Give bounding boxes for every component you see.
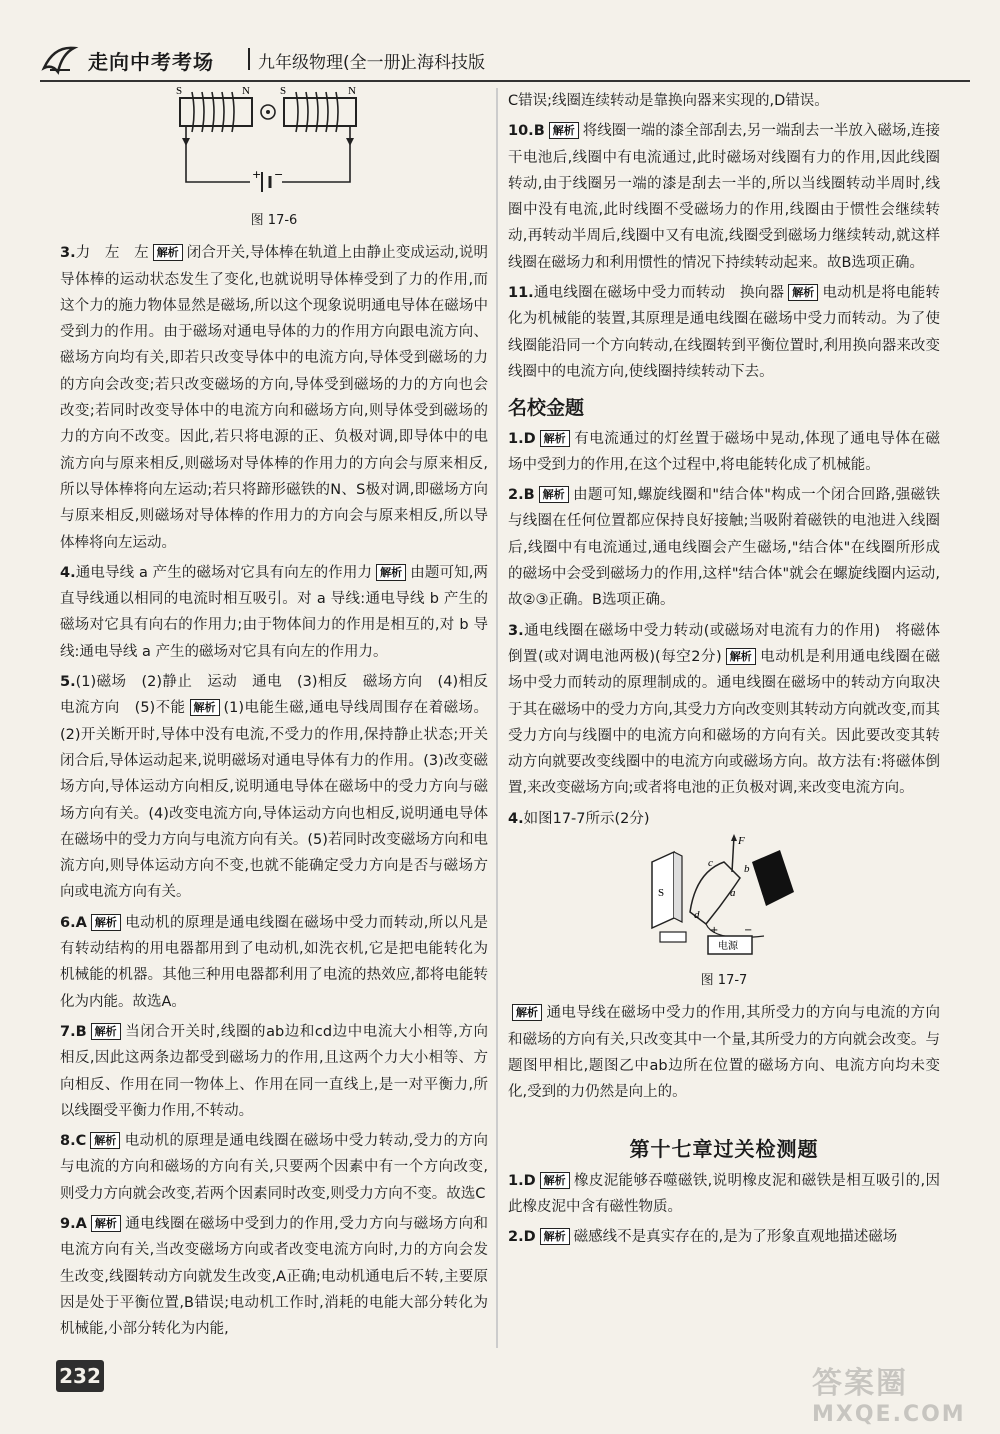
fig177-label-c: c bbox=[708, 857, 713, 870]
fig177-label-b: b bbox=[744, 863, 750, 876]
item-number: 11. bbox=[508, 285, 534, 302]
answer-item bbox=[60, 1019, 488, 1124]
item-answer: (1)磁场 (2)静止 运动 通电 (3)相反 磁场方向 (4)相反 电流方向 (5)不能 bbox=[60, 674, 503, 717]
item-explanation: 橡皮泥能够吞噬磁铁,说明橡皮泥和磁铁是相互吸引的,因此橡皮泥中含有磁性物质。 bbox=[508, 1172, 940, 1216]
header-separator bbox=[248, 48, 250, 70]
figure-17-6 bbox=[174, 84, 374, 202]
fig176-minus: − bbox=[274, 168, 284, 181]
header-rule bbox=[40, 80, 970, 82]
figure-17-7-caption: 图 17-7 bbox=[700, 973, 748, 989]
fig177-explanation bbox=[508, 1000, 940, 1105]
answer-item bbox=[60, 1128, 488, 1207]
page-header bbox=[40, 40, 970, 80]
item-number: 4. bbox=[60, 564, 76, 581]
fig177-label-d: d bbox=[694, 909, 700, 922]
item-answer: 通电线圈在磁场中受力转动(或磁场对电流有力的作用) 将磁体倒置(或对调电池两极)(每空2分) bbox=[508, 622, 940, 665]
answer-item bbox=[508, 1168, 940, 1221]
item-explanation: 闭合开关,导体棒在轨道上由静止变成运动,说明导体棒的运动状态发生了变化,也就说明导体棒受到了力的作用,而这个力的施力物体显然是磁场,所以这个现象说明通电导体在磁场中受到力的作用。由于磁场对通电导体的力的作用方向跟电流方向、磁场方向均有关,即若只改变导体中的电流方向,导体受到磁场的力的方向会改变;若只改变磁场的方向,导体受到磁场的力的方向也会改变;若同时改变导体中的电流方向和磁场方向,则导体受到磁场的力的方向不改变。因此,若只将电源的正、负极对调,即导体中的电流方向与原来相反,则磁场对导体棒的作用力的方向会与原来相反,所以导体棒将向左运动;若只将蹄形磁铁的N、S极对调,即磁场方向与原来相反,则磁场对导体棒的作用力的方向会与原来相反,所以导体棒将向左运动。 bbox=[60, 245, 489, 551]
analysis-tag: 解析 bbox=[90, 1132, 120, 1149]
analysis-tag: 解析 bbox=[540, 1172, 570, 1189]
item-number: 9. bbox=[60, 1215, 76, 1232]
answer-item bbox=[508, 118, 940, 276]
item-explanation: (1)电能生磁,通电导线周围存在着磁场。(2)开关断开时,导体中没有电流,不受力的作用,保持静止状态;开关闭合后,导体运动起来,说明磁场对通电导体有力的作用。(3)改变磁场方向,导体运动方向相反,说明通电导体在磁场中的受力方向与磁场方向有关。(4)改变电流方向,导体运动方向也相反,说明通电导体在磁场中的受力方向与电流方向有关。(5)若同时改变磁场方向和电流方向,则导体运动方向不变,也就不能确定受力方向是否与磁场方向或电流方向有关。 bbox=[60, 700, 488, 901]
watermark bbox=[812, 1358, 982, 1428]
figure-17-7 bbox=[644, 832, 804, 962]
publisher-name: 上海科技版 bbox=[400, 53, 485, 73]
fig176-plus: + bbox=[252, 168, 262, 181]
fig177-plus: + bbox=[710, 925, 719, 937]
item-answer: 通电导线 a 产生的磁场对它具有向左的作用力 bbox=[75, 564, 373, 581]
answer-item bbox=[508, 806, 940, 832]
item-answer: B bbox=[75, 1023, 87, 1040]
fig176-label-s1: S bbox=[176, 85, 183, 97]
analysis-tag: 解析 bbox=[91, 1023, 121, 1040]
item-number: 8. bbox=[60, 1133, 76, 1150]
fig177-label-F: F bbox=[738, 835, 745, 848]
fig177-battery-label: 电源 bbox=[718, 941, 738, 953]
page-number: 232 bbox=[56, 1360, 104, 1392]
item-explanation: 电动机是将电能转化为机械能的装置,其原理是通电线圈在磁场中受力而转动。为了使线圈能沿同一个方向转动,在线圈转到平衡位置时,利用换向器来改变线圈中的电流方向,使线圈持续转动下去。 bbox=[508, 285, 941, 380]
subject-title: 九年级物理(全一册) bbox=[258, 53, 408, 73]
item-explanation: 电动机的原理是通电线圈在磁场中受力而转动,所以凡是有转动结构的用电器都用到了电动机,如洗衣机,它是把电能转化为机械能的机器。其他三种用电器都利用了电流的热效应,都将电能转化为内能。故选A。 bbox=[60, 914, 488, 1010]
chapter-title: 第十七章过关检测题 bbox=[629, 1136, 819, 1161]
item-number: 5. bbox=[60, 674, 76, 691]
answer-item bbox=[508, 280, 940, 385]
item-number: 3. bbox=[508, 622, 524, 639]
fig176-label-s2: S bbox=[280, 85, 287, 97]
analysis-tag: 解析 bbox=[91, 914, 121, 931]
answer-item bbox=[60, 669, 503, 906]
fig176-label-n1: N bbox=[242, 85, 250, 97]
item-answer: 通电线圈在磁场中受力而转动 换向器 bbox=[533, 285, 785, 302]
analysis-tag: 解析 bbox=[549, 122, 579, 139]
famous-items bbox=[508, 426, 940, 832]
answer-item bbox=[60, 910, 488, 1015]
item-number: 1. bbox=[508, 430, 524, 447]
item-answer: D bbox=[523, 430, 536, 447]
item-explanation: 电动机是利用通电线圈在磁场中受力而转动的原理制成的。通电线圈在磁场中的转动方向取决于其在磁场中的受力方向,其受力方向改变则其转动方向就改变,而其受力方向与线圈中的电流方向和磁场的方向有关。因此要改变其转动方向就要改变线圈中的电流方向或磁场方向。故方法有:将磁体倒置,来改变磁场方向;或者将电池的正负极对调,来改变电流方向。 bbox=[508, 648, 941, 797]
item-number: 2. bbox=[508, 487, 524, 504]
analysis-tag: 解析 bbox=[726, 648, 756, 665]
right-items bbox=[508, 88, 940, 385]
item-answer: D bbox=[523, 1229, 536, 1246]
analysis-tag: 解析 bbox=[376, 564, 406, 581]
book-logo-icon bbox=[40, 42, 80, 76]
item-number: 10. bbox=[508, 123, 534, 140]
item-answer: B bbox=[533, 123, 545, 140]
famous-section-title: 名校金题 bbox=[508, 397, 585, 420]
analysis-tag: 解析 bbox=[91, 1215, 121, 1232]
analysis-tag: 解析 bbox=[540, 1228, 570, 1245]
answer-item bbox=[508, 1224, 940, 1250]
fig177-minus: − bbox=[744, 925, 753, 937]
fig177-label-S: S bbox=[658, 887, 665, 900]
item-number: 2. bbox=[508, 1229, 524, 1246]
item-explanation: 通电线圈在磁场中受到力的作用,受力方向与磁场方向和电流方向有关,当改变磁场方向或者改变电流方向时,力的方向会发生改变,线圈转动方向就发生改变,A正确;电动机通电后不转,主要原因是处于平衡位置,B错误;电动机工作时,消耗的电能大部分转化为机械能,小部分转化为内能, bbox=[60, 1215, 488, 1338]
item-explanation: 有电流通过的灯丝置于磁场中晃动,体现了通电导体在磁场中受到力的作用,在这个过程中,将电能转化成了机械能。 bbox=[508, 430, 940, 473]
analysis-tag: 解析 bbox=[540, 430, 570, 447]
answer-item bbox=[60, 1211, 488, 1342]
item-explanation: 磁感线不是真实存在的,是为了形象直观地描述磁场 bbox=[573, 1229, 898, 1246]
item-answer: D bbox=[523, 1172, 536, 1189]
chapter-items bbox=[508, 1168, 940, 1251]
item-answer: C bbox=[75, 1133, 87, 1150]
left-column bbox=[60, 84, 503, 1342]
item-explanation: 由题可知,两直导线通以相同的电流时相互吸引。对 a 导线:通电导线 b 产生的磁场对它具有向右的作用力;由于物体间力的作用是相互的,对 b 导线:通电导线 a 产生的磁场对它具有向左的作用力。 bbox=[60, 564, 489, 660]
right-column bbox=[508, 84, 940, 1251]
analysis-tag: 解析 bbox=[788, 284, 818, 301]
analysis-tag: 解析 bbox=[190, 699, 220, 716]
item-explanation: 由题可知,螺旋线圈和"结合体"构成一个闭合回路,强磁铁与线圈在任何位置都应保持良好接触;当吸附着磁铁的电池进入线圈后,线圈中有电流通过,通电线圈会产生磁场,"结合体"在线圈所形成的磁场中会受到磁场力的作用,这样"结合体"就会在螺旋线圈内运动,故②③正确。B选项正确。 bbox=[508, 487, 940, 609]
item-explanation: C错误;线圈连续转动是靠换向器来实现的,D错误。 bbox=[508, 93, 829, 109]
answer-item bbox=[60, 240, 488, 556]
answer-item bbox=[508, 618, 940, 802]
fig177-explanation-text: 通电导线在磁场中受力的作用,其所受力的方向与电流的方向和磁场的方向有关,只改变其中一个量,其所受力的方向就会改变。与题图甲相比,题图乙中ab边所在位置的磁场方向、电流方向均未变化,受到的力仍然是向上的。 bbox=[508, 1005, 940, 1101]
item-number: 6. bbox=[60, 914, 76, 931]
answer-item bbox=[508, 426, 940, 479]
item-explanation: 电动机的原理是通电线圈在磁场中受力转动,受力的方向与电流的方向和磁场的方向有关,只要两个因素中有一个方向改变,则受力方向就会改变,若两个因素同时改变,则受力方向不变。故选C bbox=[60, 1133, 488, 1202]
analysis-tag: 解析 bbox=[153, 244, 183, 261]
answer-item bbox=[508, 482, 940, 613]
watermark-line2: MXQE.COM bbox=[812, 1402, 966, 1427]
fig177-label-a: a bbox=[730, 887, 736, 900]
item-explanation: 当闭合开关时,线圈的ab边和cd边中电流大小相等,方向相反,因此这两条边都受到磁场力的作用,且这两个力大小相等、方向相反、作用在同一物体上、作用在同一直线上,是一对平衡力,所以线圈受平衡力作用,不转动。 bbox=[60, 1023, 488, 1119]
analysis-tag: 解析 bbox=[512, 1004, 542, 1021]
item-explanation: 将线圈一端的漆全部刮去,另一端刮去一半放入磁场,连接干电池后,线圈中有电流通过,此时磁场对线圈有力的作用,因此线圈转动,由于线圈另一端的漆是刮去一半的,所以当线圈转动半周时,线圈中没有电流,此时线圈不受磁场力的作用,线圈由于惯性会继续转动,再转动半周后,线圈中又有电流,线圈受到磁场力继续转动,就这样线圈在磁场力和利用惯性的情况下持续转动起来。故B选项正确。 bbox=[508, 123, 940, 271]
item-number: 4. bbox=[508, 810, 524, 827]
item-answer: A bbox=[75, 1215, 87, 1232]
figure-17-6-caption: 图 17-6 bbox=[250, 213, 298, 228]
item-answer: A bbox=[75, 914, 87, 931]
answer-item bbox=[60, 560, 488, 665]
item-answer: B bbox=[523, 487, 535, 504]
answer-item bbox=[508, 88, 940, 114]
item-answer: 力 左 左 bbox=[75, 245, 149, 262]
item-number: 7. bbox=[60, 1023, 76, 1040]
item-answer: 如图17-7所示(2分) bbox=[523, 810, 650, 827]
column-divider bbox=[496, 88, 498, 1348]
item-number: 3. bbox=[60, 245, 76, 262]
left-items bbox=[60, 240, 503, 1342]
brand-title: 走向中考考场 bbox=[88, 50, 214, 74]
fig176-label-n2: N bbox=[348, 85, 356, 97]
analysis-tag: 解析 bbox=[539, 486, 569, 503]
item-number: 1. bbox=[508, 1172, 524, 1189]
watermark-line1: 答案圈 bbox=[812, 1366, 908, 1401]
